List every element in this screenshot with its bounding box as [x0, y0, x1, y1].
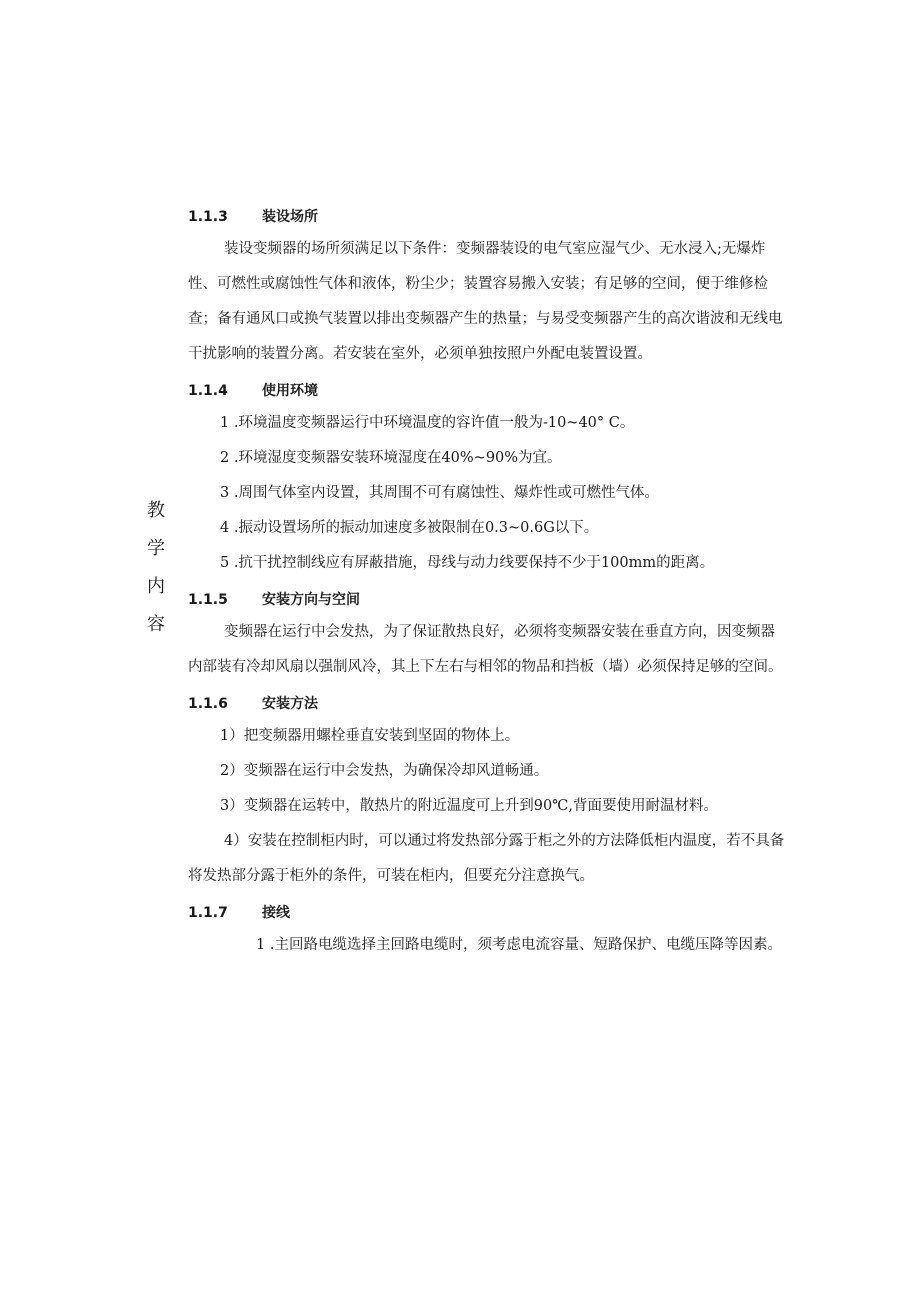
document-body: [188, 198, 788, 963]
paragraph: 1 .主回路电缆选择主回路电缆时，须考虑电流容量、短路保护、电缆压降等因素。: [256, 937, 782, 953]
side-label-char: 内: [147, 576, 165, 597]
section-number: 1.1.4: [188, 383, 228, 399]
section-title: 使用环境: [262, 383, 318, 399]
section-heading-1-1-7: [188, 898, 788, 928]
section-title: 接线: [262, 905, 290, 921]
section-title: 安装方向与空间: [262, 592, 360, 608]
section-title: 安装方法: [262, 696, 318, 712]
section-heading-1-1-3: [188, 202, 788, 232]
list-item: 1 .环境温度变频器运行中环境温度的容许值一般为-10~40° C。: [220, 415, 635, 431]
list-item: 3 .周围气体室内设置，其周围不可有腐蚀性、爆炸性或可燃性气体。: [220, 485, 659, 501]
section-heading-1-1-5: [188, 585, 788, 615]
side-label-char: 学: [147, 538, 165, 559]
list-item: 4 .振动设置场所的振动加速度多被限制在0.3~0.6G以下。: [220, 520, 599, 536]
paragraph: 装设变频器的场所须满足以下条件：变频器装设的电气室应湿气少、无水浸入;无爆炸性、可燃性或腐蚀性气体和液体，粉尘少；装置容易搬入安装；有足够的空间，便于维修检查；备有通风口或换气装置以排出变频器产生的热量；与易受变频器产生的高次谐波和无线电干扰影响的装置分离。若安装在室外，必须单独按照户外配电装置设置。: [188, 241, 783, 362]
step-item: 1）把变频器用螺栓垂直安装到坚固的物体上。: [220, 728, 520, 744]
step-item: 3）变频器在运转中，散热片的附近温度可上升到90℃,背面要使用耐温材料。: [220, 798, 719, 814]
section-number: 1.1.6: [188, 696, 228, 712]
section-heading-1-1-4: [188, 376, 788, 406]
paragraph: 变频器在运行中会发热，为了保证散热良好，必须将变频器安装在垂直方向，因变频器内部装有冷却风扇以强制风冷，其上下左右与相邻的物品和挡板（墙）必须保持足够的空间。: [188, 624, 783, 675]
section-heading-1-1-6: [188, 689, 788, 719]
list-item: 2 .环境湿度变频器安装环境湿度在40%~90%为宜。: [220, 450, 562, 466]
section-number: 1.1.7: [188, 905, 228, 921]
step-item: 2）变频器在运行中会发热，为确保冷却风道畅通。: [220, 763, 549, 779]
section-number: 1.1.5: [188, 592, 228, 608]
paragraph: 4）安装在控制柜内时，可以通过将发热部分露于柜之外的方法降低柜内温度，若不具备将发热部分露于柜外的条件，可装在柜内，但要充分注意换气。: [188, 833, 785, 884]
side-label-char: 容: [147, 614, 165, 635]
list-item: 5 .抗干扰控制线应有屏蔽措施，母线与动力线要保持不少于100mm的距离。: [220, 555, 715, 571]
side-label-char: 教: [147, 500, 165, 521]
section-number: 1.1.3: [188, 209, 228, 225]
side-label: [147, 494, 173, 642]
section-title: 装设场所: [262, 209, 318, 225]
